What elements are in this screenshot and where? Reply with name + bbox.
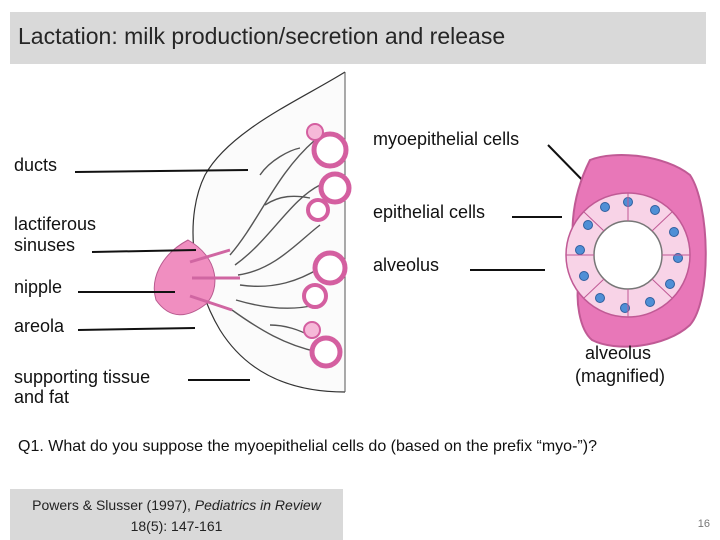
citation-authors: Powers & Slusser (1997), [32, 497, 191, 513]
label-ducts: ducts [14, 155, 58, 175]
alveolus-magnified [566, 155, 706, 347]
page-number: 16 [697, 518, 710, 530]
label-lactiferous: lactiferous [14, 214, 97, 234]
label-alveolus: alveolus [373, 255, 440, 275]
label-alveolus-magnified: alveolus [585, 343, 652, 363]
label-nipple: nipple [14, 277, 63, 297]
question-text: Q1. What do you suppose the myoepithelial cells do (based on the prefix “myo-”)? [18, 438, 597, 455]
label-sinuses: sinuses [14, 235, 76, 255]
citation-journal: Pediatrics in Review [194, 497, 321, 513]
slide-title: Lactation: milk production/secretion and release [18, 23, 506, 49]
label-myoepithelial-cells: myoepithelial cells [373, 129, 520, 149]
label-areola: areola [14, 316, 65, 336]
breast-anatomy-diagram [0, 65, 720, 425]
label-and-fat: and fat [14, 387, 70, 407]
label-magnified: (magnified) [575, 366, 666, 386]
title-bar [10, 12, 706, 64]
citation-box [10, 489, 343, 540]
label-epithelial-cells: epithelial cells [373, 202, 486, 222]
label-supporting-tissue: supporting tissue [14, 367, 151, 387]
citation-volume: 18(5): 147-161 [130, 518, 223, 534]
